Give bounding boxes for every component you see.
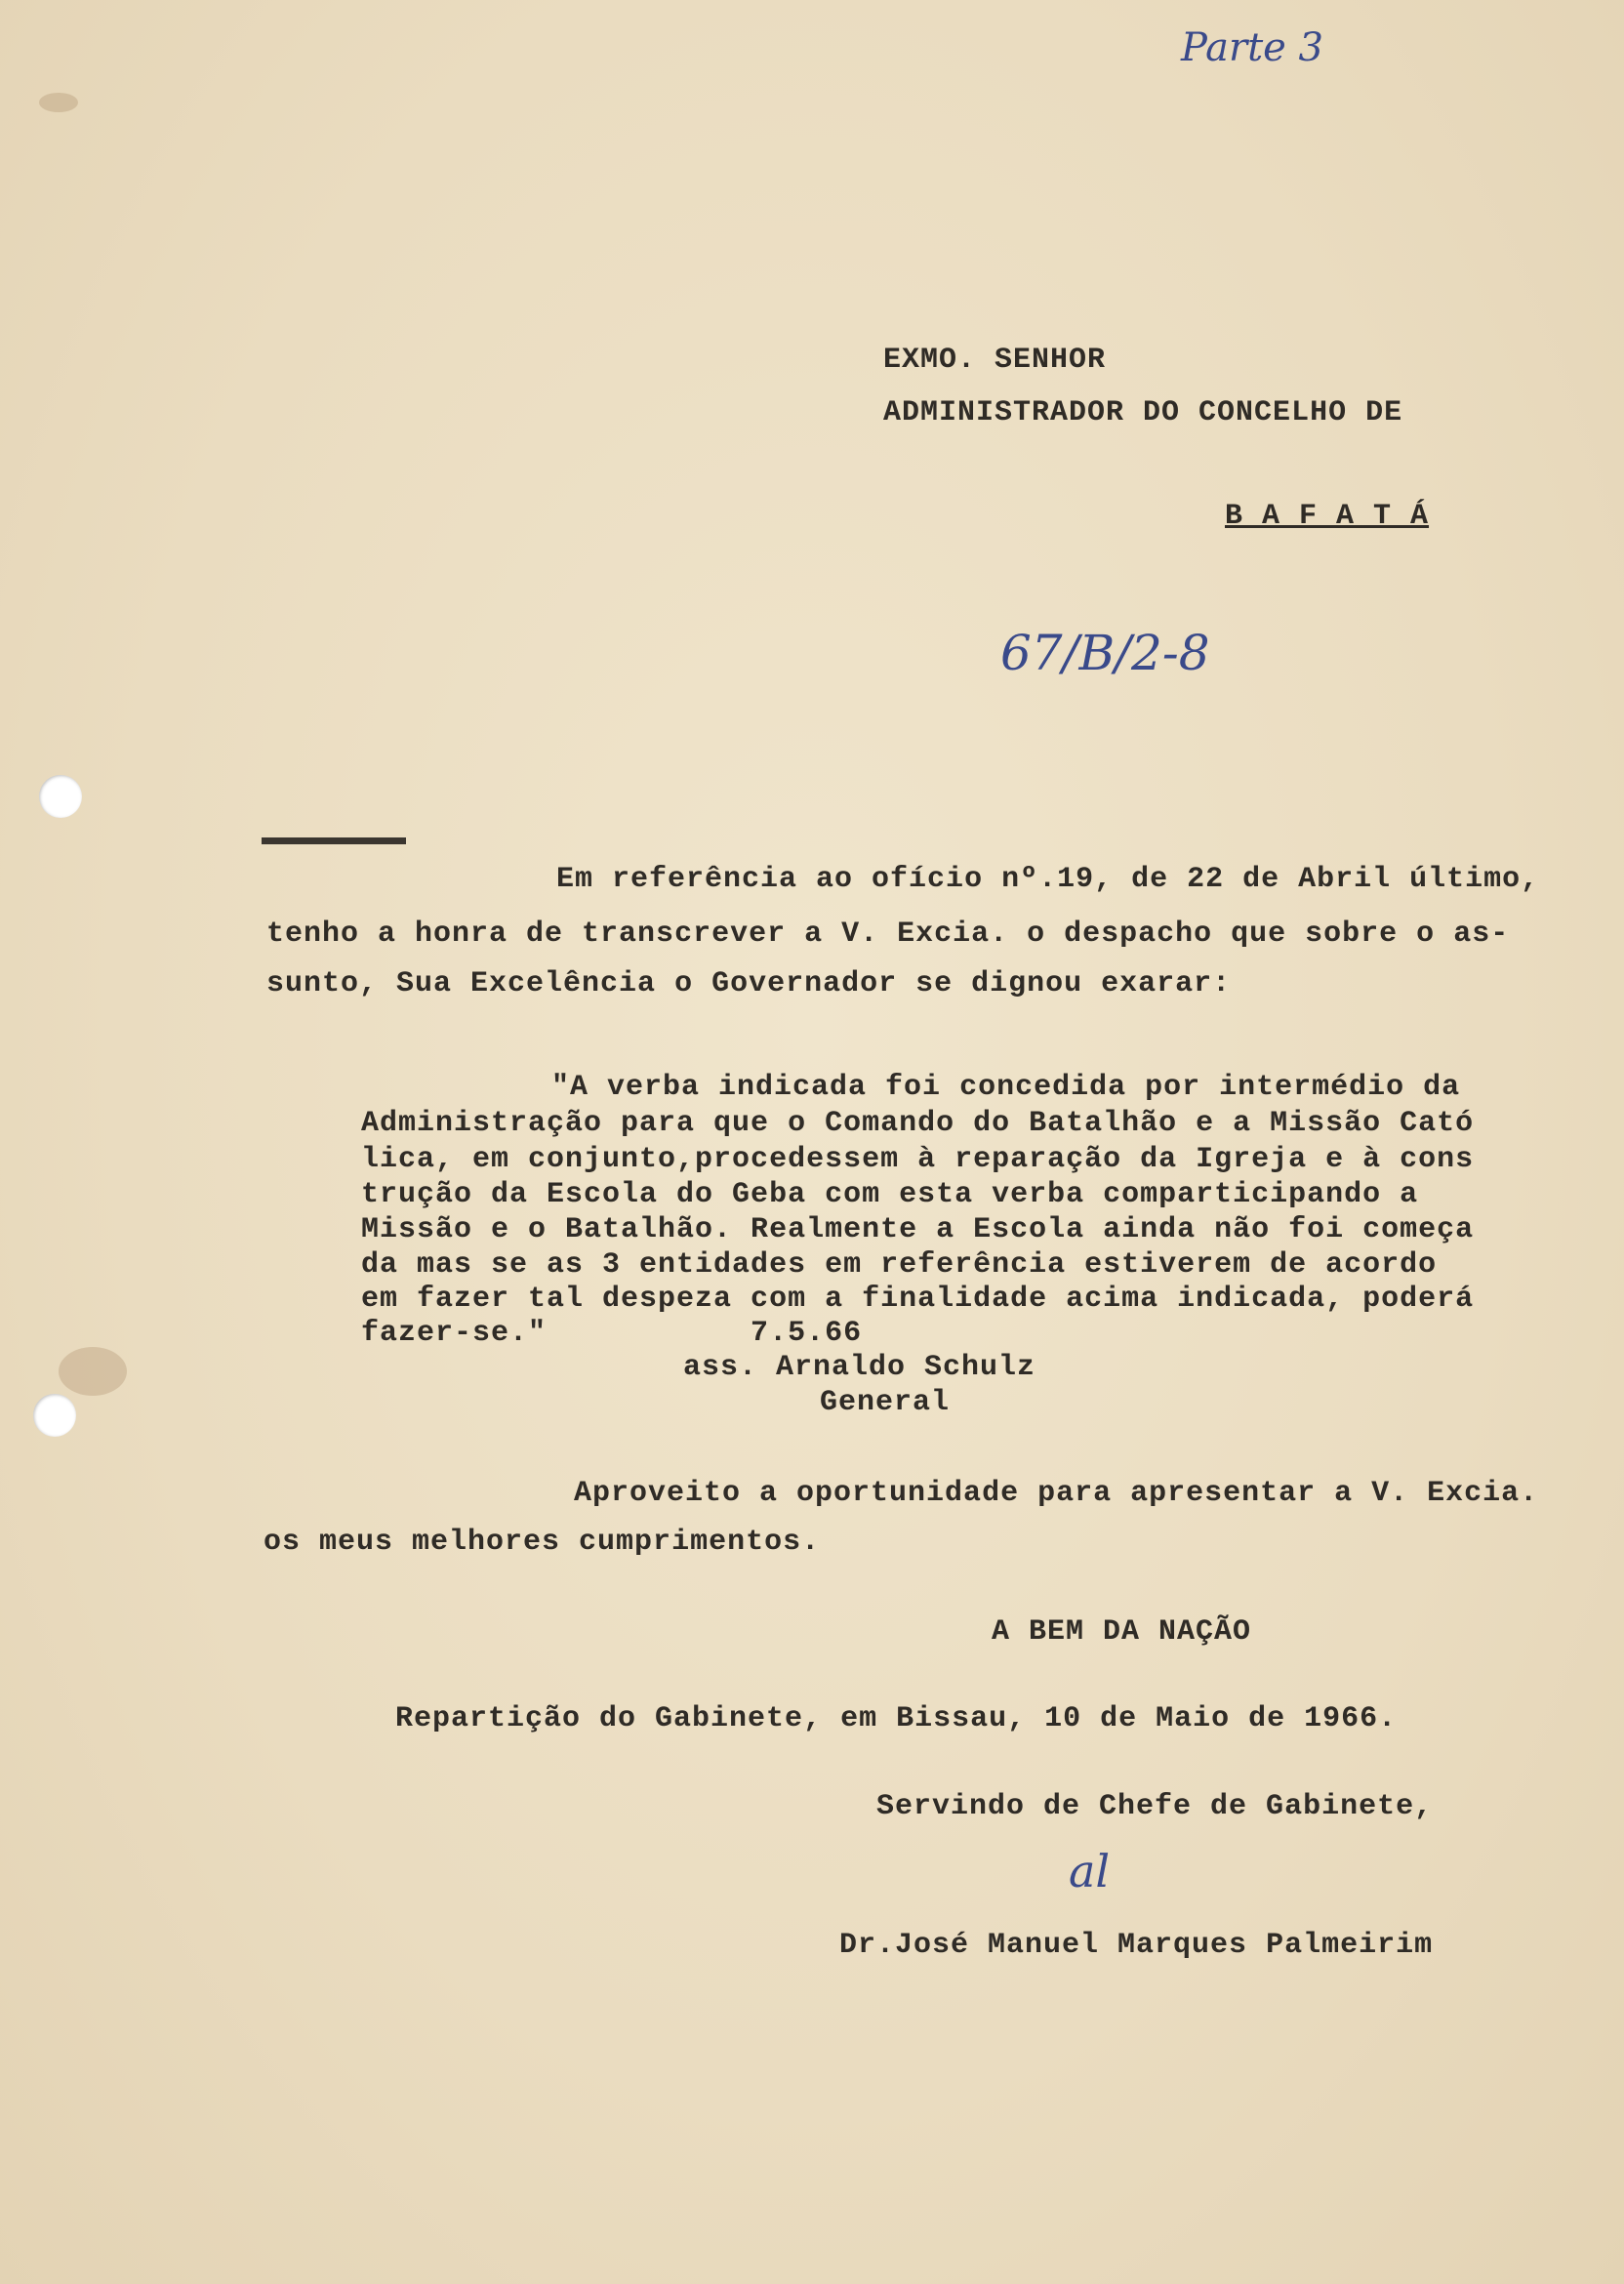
intro-line-1: Em referência ao ofício nº.19, de 22 de Abril último, bbox=[556, 863, 1540, 896]
signatory-role: Servindo de Chefe de Gabinete, bbox=[876, 1790, 1434, 1823]
punch-hole-top bbox=[39, 775, 82, 818]
quote-signature: ass. Arnaldo Schulz bbox=[683, 1351, 1036, 1384]
signatory-name: Dr.José Manuel Marques Palmeirim bbox=[839, 1929, 1434, 1962]
recipient-place: B A F A T Á bbox=[1225, 500, 1430, 533]
handwritten-signature: al bbox=[1069, 1845, 1111, 1897]
quote-line-5: Missão e o Batalhão. Realmente a Escola ainda não foi começa bbox=[361, 1213, 1475, 1246]
quote-line-7: em fazer tal despeza com a finalidade acima indicada, poderá bbox=[361, 1283, 1475, 1316]
motto: A BEM DA NAÇÃO bbox=[992, 1615, 1252, 1649]
place-date: Repartição do Gabinete, em Bissau, 10 de Maio de 1966. bbox=[395, 1702, 1398, 1735]
paper-stain-top bbox=[39, 93, 78, 112]
intro-line-2: tenho a honra de transcrever a V. Excia. o despacho que sobre o as- bbox=[266, 918, 1510, 951]
quote-line-1: "A verba indicada foi concedida por intermédio da bbox=[551, 1071, 1461, 1104]
handwritten-reference-number: 67/B/2-8 bbox=[1000, 625, 1210, 681]
handwritten-part-note: Parte 3 bbox=[1181, 25, 1323, 70]
quote-line-8: fazer-se." 7.5.66 bbox=[361, 1317, 863, 1350]
quote-line-4: trução da Escola do Geba com esta verba comparticipando a bbox=[361, 1178, 1419, 1211]
quote-line-2: Administração para que o Comando do Batalhão e a Missão Cató bbox=[361, 1107, 1475, 1140]
intro-line-3: sunto, Sua Excelência o Governador se dignou exarar: bbox=[266, 967, 1232, 1000]
closing-line-1: Aproveito a oportunidade para apresentar a V. Excia. bbox=[574, 1477, 1539, 1510]
paper-stain bbox=[59, 1347, 127, 1396]
punch-hole-bottom bbox=[33, 1394, 76, 1437]
quote-line-6: da mas se as 3 entidades em referência estiverem de acordo bbox=[361, 1248, 1438, 1282]
closing-line-2: os meus melhores cumprimentos. bbox=[264, 1526, 821, 1559]
margin-rule bbox=[262, 837, 406, 844]
salutation: EXMO. SENHOR bbox=[883, 344, 1107, 377]
quote-line-3: lica, em conjunto,procedessem à reparação da Igreja e à cons bbox=[361, 1143, 1475, 1176]
quote-rank: General bbox=[820, 1386, 951, 1419]
recipient-title: ADMINISTRADOR DO CONCELHO DE bbox=[883, 396, 1403, 429]
